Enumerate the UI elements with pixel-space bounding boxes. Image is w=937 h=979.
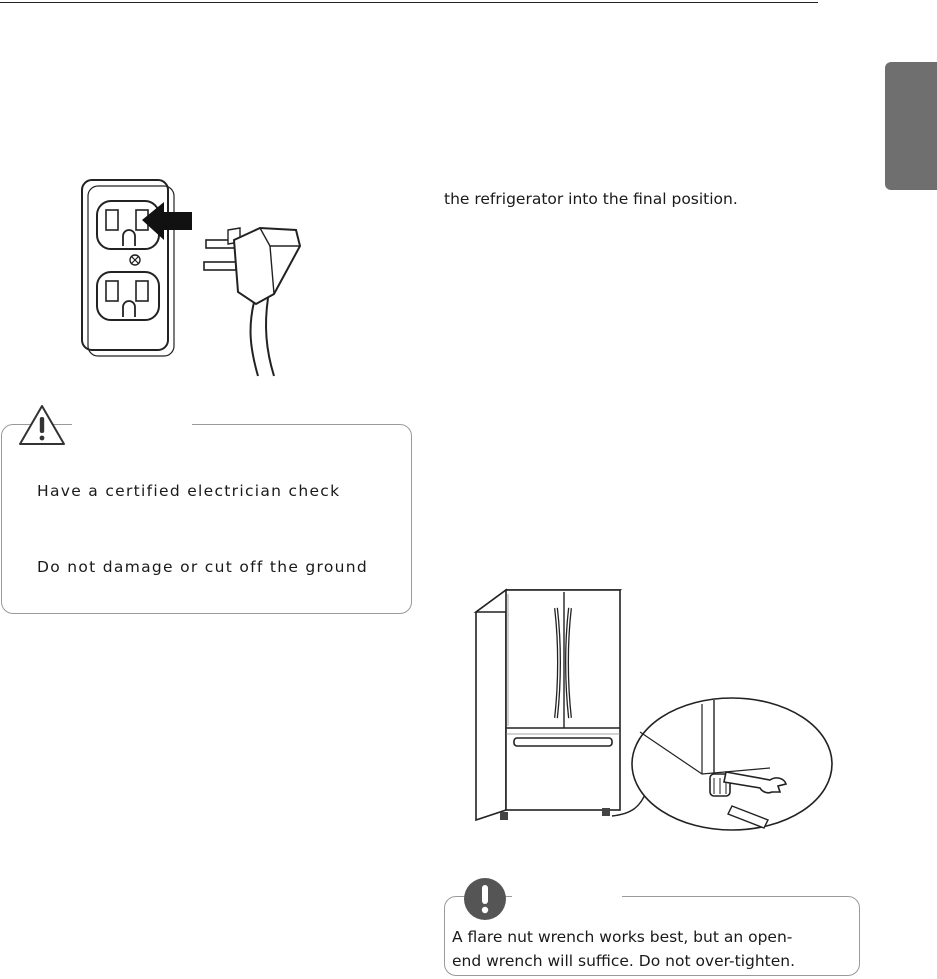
header-rule [0,2,818,3]
exclamation-circle-icon [463,877,507,921]
note-line-2: end wrench will suffice. Do not over-tighten. [452,952,796,970]
final-position-text: the refrigerator into the final position. [444,190,738,208]
note-line-1: A flare nut wrench works best, but an open- [452,928,793,946]
caution-line-2: Do not damage or cut off the ground [37,558,369,576]
refrigerator-leveling-illustration [470,582,840,832]
caution-box [1,424,412,614]
outlet-plug-illustration [78,168,308,378]
caution-line-1: Have a certified electrician check [37,482,341,500]
warning-triangle-icon [17,403,67,447]
section-tab [885,62,937,190]
